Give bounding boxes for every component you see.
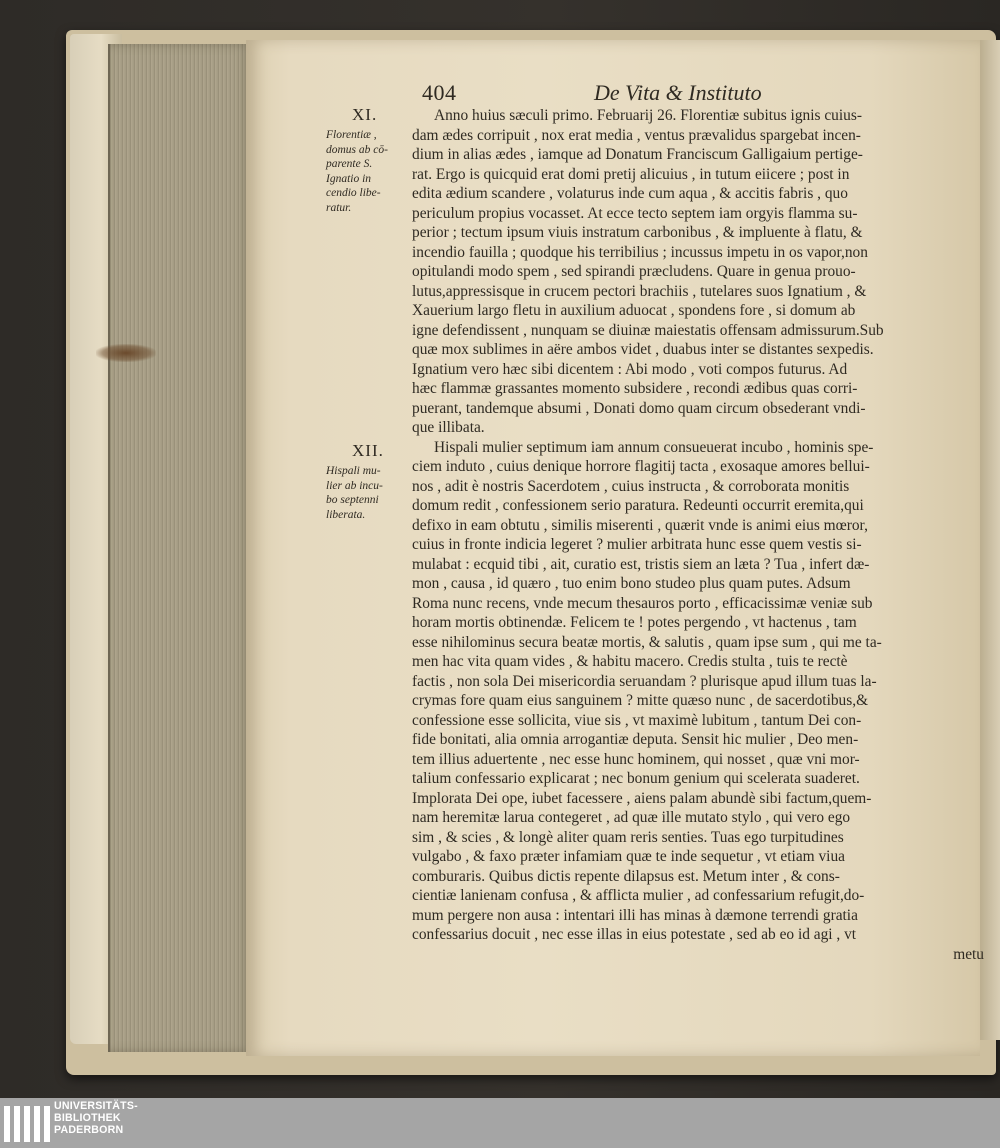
text-line: Roma nunc recens, vnde mecum thesauros porto , efficacissimæ veniæ sub	[412, 594, 873, 612]
text-line: opitulandi modo spem , sed spirandi præcludens. Quare in genua prouo-	[412, 263, 856, 280]
marginal-note	[326, 128, 410, 215]
text-line: perior ; tectum ipsum viuis instratum carbonibus , & impluente à flatu, &	[412, 224, 863, 241]
text-line: confessarius docuit , nec esse illas in eius potestate , sed ab eo id agi , vt	[412, 926, 857, 943]
marginal-note-line: liberata.	[326, 508, 366, 521]
text-line: Hispali mulier septimum iam annum consueuerat incubo , hominis spe-	[434, 438, 874, 456]
marginal-note-line: domus ab cō-	[326, 143, 388, 156]
marginal-note-line: Ignatio in	[326, 172, 372, 185]
library-name-line: PADERBORN	[54, 1124, 124, 1137]
text-line: men hac vita quam vides , & habitu macero. Credis stulta , tuis te rectè	[412, 653, 848, 670]
marginal-note	[326, 464, 410, 522]
text-line: metu	[953, 945, 984, 963]
marginal-note-line: Hispali mu-	[326, 465, 381, 477]
text-line: quæ mox sublimes in aëre ambos videt , duabus inter se distantes sexpedis.	[412, 341, 874, 358]
library-logo-icon	[4, 1106, 50, 1144]
text-line: rat. Ergo is quicquid erat domi pretij alicuius , in tutum eiicere ; post in	[412, 165, 850, 183]
section-numeral: XI.	[352, 105, 378, 124]
text-line: confessione esse sollicita, viue sis , vt maximè lubitum , tantum Dei con-	[412, 711, 862, 729]
section-xi-margin	[326, 104, 410, 215]
text-line: Ignatium vero hæc sibi dicentem : Abi modo , voti compos futurus. Ad	[412, 360, 848, 378]
running-title: De Vita & Instituto	[594, 80, 762, 105]
text-line: Implorata Dei ope, iubet facessere , aiens palam abundè sibi factum,quem-	[412, 789, 872, 807]
text-line: igne defendissent , nunquam se diuinæ maiestatis offensam admissurum.Sub	[412, 321, 884, 339]
text-line: esse nihilominus secura beatæ mortis, & salutis , quam ipse sum , qui me ta-	[412, 633, 882, 651]
library-name-line: UNIVERSITÄTS-	[54, 1100, 138, 1112]
marginal-note-line: bo septenni	[326, 494, 379, 506]
marginal-note-line: Florentiæ ,	[326, 129, 377, 141]
marginal-note-line: ratur.	[326, 201, 352, 214]
text-line: que illibata.	[412, 419, 485, 436]
text-line: defixo in eam obtutu , similis miserenti , quærit vnde is animi eius mœror,	[412, 516, 868, 534]
text-line: crymas fore quam eius sanguinem ? mitte quæso nunc , de sacerdotibus,&	[412, 692, 869, 709]
text-line: nos , adit è nostris Sacerdotem , cuius instructa , & corroborata monitis	[412, 477, 850, 495]
section-xii-margin	[326, 440, 410, 522]
text-line: lutus,appressisque in crucem pectori brachiis , tutelares suos Ignatium , &	[412, 282, 867, 300]
text-line: ciem induto , cuius denique horrore flagitij tacta , exosaque amores bellui-	[412, 458, 870, 475]
ink-stain	[96, 344, 156, 362]
marginal-note-line: lier ab incu-	[326, 479, 383, 492]
text-line: fide bonitati, alia omnia arrogantiæ deputa. Sensit hic mulier , Deo men-	[412, 731, 859, 748]
text-line: domum redit , confessionem serio paratura. Redeunti occurrit eremita,qui	[412, 497, 864, 514]
text-line: edita ædium scandere , volaturus inde cum aqua , & accitis fabris , quo	[412, 185, 848, 202]
text-line: puerant, tandemque absumi , Donati domo quam circum obsederant vndi-	[412, 399, 866, 417]
library-name-line: BIBLIOTHEK	[54, 1112, 121, 1125]
text-line: hæc flammæ grassantes momento subsidere , recondi ædibus quas corri-	[412, 380, 858, 397]
text-line: sim , & scies , & longè aliter quam reris senties. Tuas ego turpitudines	[412, 828, 844, 846]
text-line: horam mortis obtinendæ. Felicem te ! potes pergendo , vt hactenus , tam	[412, 614, 857, 631]
text-line: mum pergere non ausa : intentari illi has minas à dæmone terrendi gratia	[412, 906, 858, 924]
text-line: vulgabo , & faxo præter infamiam quæ te inde sequetur , vt etiam viua	[412, 848, 845, 865]
text-line: dium in alias ædes , iamque ad Donatum Franciscum Galligaium pertige-	[412, 146, 863, 163]
page-number: 404	[422, 80, 457, 105]
text-line: Anno huius sæculi primo. Februarij 26. Florentiæ subitus ignis cuius-	[434, 107, 862, 124]
library-footer	[0, 1098, 1000, 1148]
marginal-note-line: parente S.	[326, 158, 373, 170]
text-line: tem illius aduertente , nec esse hunc hominem, qui nosset , quæ vni mor-	[412, 750, 860, 768]
text-line: mon , causa , id quæro , tuo enim bono studeo plus quam putes. Adsum	[412, 575, 851, 592]
body-text	[412, 106, 984, 964]
text-line: Xauerium largo fletu in auxilium aduocat , spondens fore , si domum ab	[412, 302, 856, 319]
marginal-note-line: cendio libe-	[326, 187, 381, 199]
text-line: mulabat : ecquid tibi , ait, curatio est, tristis siem an læta ? Tua , infert dæ-	[412, 555, 870, 573]
text-line: dam ædes corripuit , nox erat media , ventus prævalidus spargebat incen-	[412, 126, 861, 144]
section-numeral: XII.	[352, 441, 384, 460]
text-line: periculum propius vocasset. At ecce tecto septem iam orgyis flamma su-	[412, 204, 858, 222]
text-line: incendio fauilla ; quodque his terribilius ; incussus impetu in os vapor,non	[412, 243, 868, 261]
library-name	[54, 1100, 138, 1137]
text-line: cientiæ lanienam confusa , & afflicta mulier , ad confessarium refugit,do-	[412, 887, 865, 904]
page-edges	[108, 44, 252, 1052]
text-line: cuius in fronte indicia legeret ? mulier arbitrata hunc esse quem vestis si-	[412, 536, 862, 553]
text-line: comburaris. Quibus dictis repente dilapsus est. Metum inter , & cons-	[412, 867, 840, 885]
text-line: talium confessario explicarat ; nec bonum genium qui scelerata suaderet.	[412, 770, 860, 787]
text-line: nam heremitæ larua contegeret , ad quæ ille mutato stylo , qui vero ego	[412, 809, 851, 826]
text-line: factis , non sola Dei misericordia seruandam ? plurisque apud illum tuas la-	[412, 672, 877, 690]
